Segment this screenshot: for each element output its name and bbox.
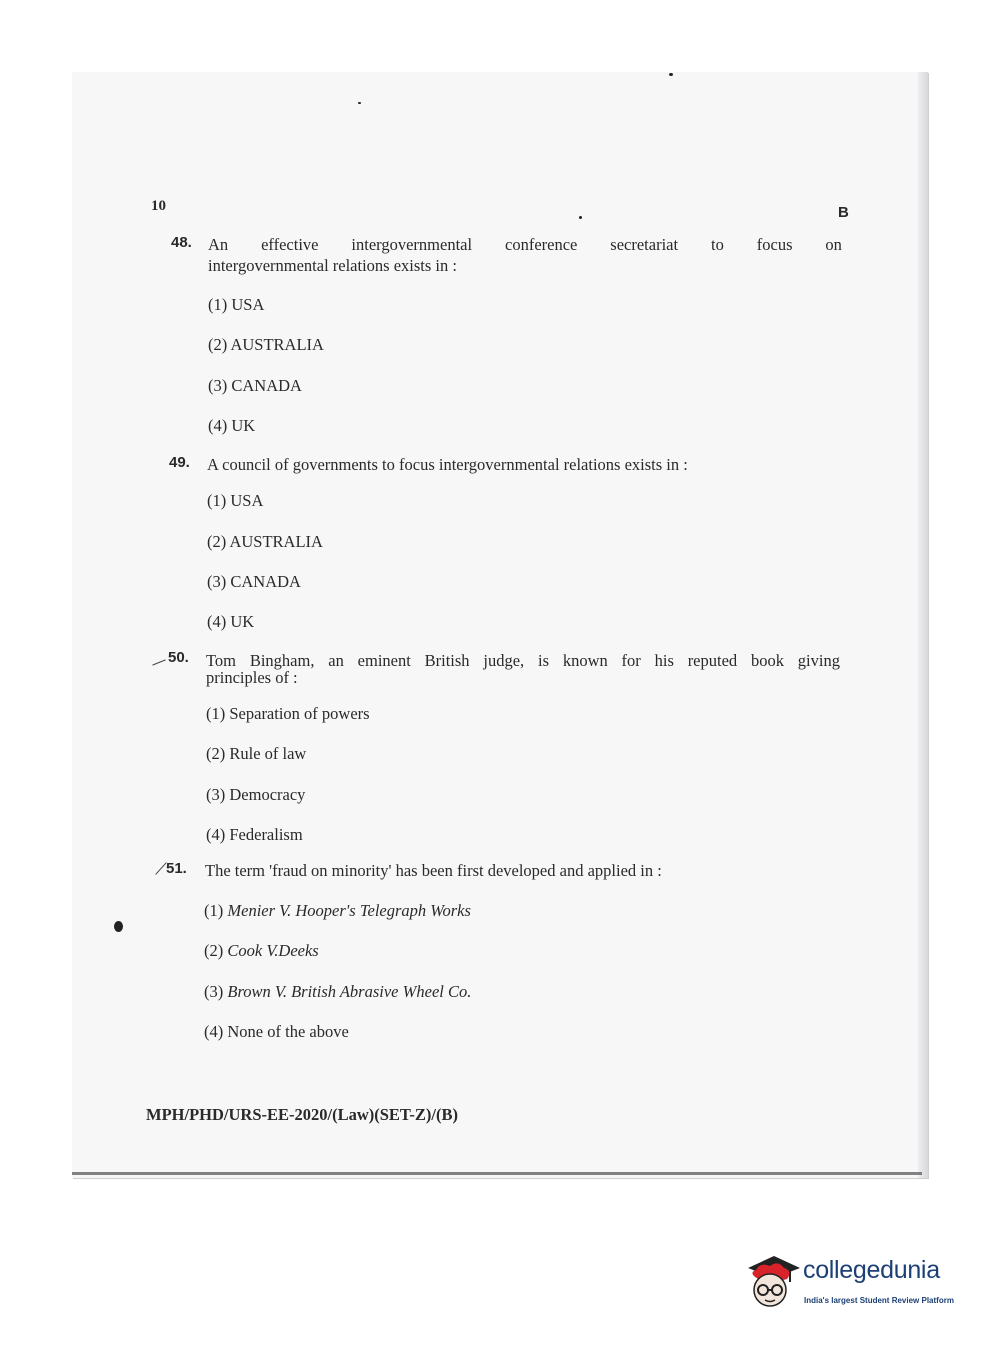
question-48-word: to (710, 235, 724, 254)
question-48-option-1: (1) USA (208, 295, 265, 314)
question-49-option-4: (4) UK (207, 612, 255, 631)
case-name: Brown V. British Abrasive Wheel Co. (227, 982, 472, 1001)
question-48-word: secretariat (610, 235, 679, 254)
question-50-option-2: (2) Rule of law (206, 744, 307, 763)
page-edge-shadow (918, 72, 928, 1178)
question-49-option-3: (3) CANADA (207, 572, 301, 591)
question-49-text: A council of governments to focus intergovernmental relations exists in : (207, 455, 688, 474)
question-50-word: Bingham, (249, 651, 315, 670)
brand-name: collegedunia (803, 1256, 940, 1284)
question-50-word: is (537, 651, 549, 670)
option-text: None of the above (227, 1022, 349, 1041)
ink-blot (114, 921, 123, 932)
question-50-word: for (621, 651, 641, 670)
question-48-word: An (208, 235, 229, 254)
paper-code-footer: MPH/PHD/URS-EE-2020/(Law)(SET-Z)/(B) (146, 1105, 458, 1124)
question-50-word: reputed (687, 651, 738, 670)
case-name: Menier V. Hooper's Telegraph Works (227, 901, 471, 920)
question-48-number: 48. (171, 234, 192, 251)
question-48-word: on (825, 235, 842, 254)
page-bottom-edge (72, 1172, 922, 1175)
set-letter: B (838, 204, 849, 221)
question-48-line2: intergovernmental relations exists in : (208, 256, 457, 275)
question-49-option-1: (1) USA (207, 491, 264, 510)
page-number: 10 (151, 198, 166, 214)
speck (579, 216, 582, 219)
question-48-option-3: (3) CANADA (208, 376, 302, 395)
brand-tagline: India's largest Student Review Platform (804, 1296, 954, 1305)
mascot-icon (744, 1252, 800, 1312)
question-48-word: effective (261, 235, 319, 254)
question-48-word: conference (505, 235, 578, 254)
question-48-word: intergovernmental (351, 235, 473, 254)
question-50-line2: principles of : (206, 668, 298, 687)
question-48-option-4: (4) UK (208, 416, 256, 435)
question-50-number: 50. (168, 649, 189, 666)
question-50-word: known (562, 651, 608, 670)
question-50-word: Tom (206, 651, 237, 670)
question-50-word: giving (797, 651, 840, 670)
question-50-word: British (424, 651, 470, 670)
case-name: Cook V.Deeks (227, 941, 319, 960)
option-number: (4) (204, 1022, 228, 1041)
question-50-word: his (654, 651, 674, 670)
question-51-option-3 (204, 982, 471, 1002)
question-50-word: eminent (357, 651, 411, 670)
question-51-text: The term 'fraud on minority' has been first developed and applied in : (205, 861, 662, 880)
question-51-option-2 (204, 941, 319, 961)
question-50-line1 (206, 651, 840, 671)
question-51-option-4 (204, 1022, 349, 1042)
question-51-option-1 (204, 901, 471, 921)
speck (358, 102, 361, 104)
question-50-word: judge, (483, 651, 525, 670)
question-50-option-4: (4) Federalism (206, 825, 303, 844)
collegedunia-logo (744, 1252, 970, 1312)
speck (669, 73, 673, 76)
option-number: (2) (204, 941, 228, 960)
option-number: (1) (204, 901, 228, 920)
question-49-option-2: (2) AUSTRALIA (207, 532, 323, 551)
question-50-word: book (750, 651, 784, 670)
option-number: (3) (204, 982, 228, 1001)
question-49-number: 49. (169, 454, 190, 471)
question-48-line1 (208, 235, 842, 255)
question-50-word: an (328, 651, 344, 670)
question-48-option-2: (2) AUSTRALIA (208, 335, 324, 354)
question-50-option-3: (3) Democracy (206, 785, 306, 804)
question-51-number: 51. (166, 860, 187, 877)
question-48-word: focus (756, 235, 793, 254)
question-50-option-1: (1) Separation of powers (206, 704, 370, 723)
